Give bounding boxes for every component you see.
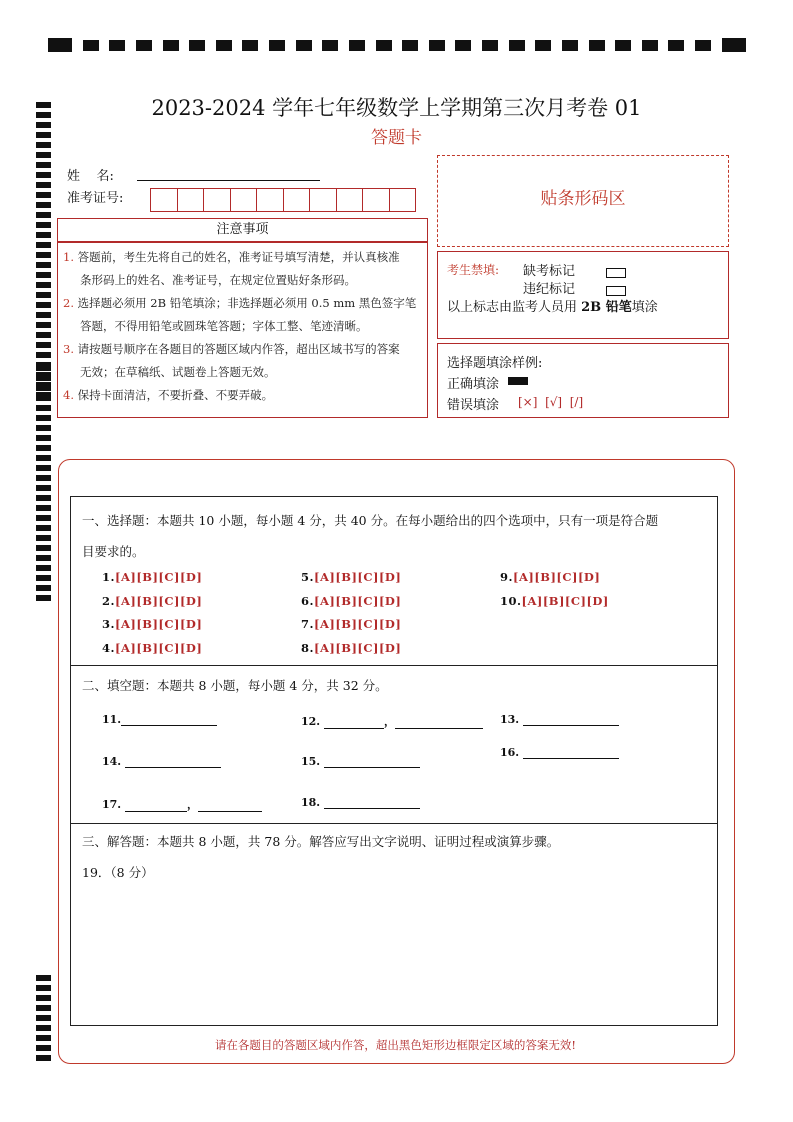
fill-blank-14[interactable]: 14. bbox=[102, 755, 221, 768]
forbidden-label: 考生禁填: bbox=[447, 263, 500, 277]
wrong-fill-marks: [×] [√] [/] bbox=[518, 395, 584, 409]
exam-id-label: 准考证号: bbox=[67, 191, 124, 206]
id-cell[interactable] bbox=[310, 188, 337, 212]
fill-sample-box bbox=[437, 343, 729, 418]
question-19-answer-area[interactable] bbox=[80, 885, 710, 1015]
id-cell[interactable] bbox=[204, 188, 231, 212]
mc-question-10[interactable]: 10.[A][B][C][D] bbox=[500, 594, 609, 608]
section2-instruction: 二、填空题：本题共 8 小题，每小题 4 分，共 32 分。 bbox=[82, 678, 388, 693]
side-timing-marks-bottom bbox=[36, 975, 51, 1065]
notice-heading: 注意事项 bbox=[57, 218, 428, 242]
id-cell[interactable] bbox=[231, 188, 258, 212]
examinee-forbidden-box bbox=[437, 251, 729, 339]
id-cell[interactable] bbox=[363, 188, 390, 212]
notice-item: 2. 选择题必须用 2B 铅笔填涂；非选择题必须用 0.5 mm 黑色签字笔 bbox=[63, 296, 417, 310]
correct-fill-mark bbox=[508, 377, 528, 385]
notice-item-cont: 无效；在草稿纸、试题卷上答题无效。 bbox=[80, 365, 276, 379]
mc-question-4[interactable]: 4.[A][B][C][D] bbox=[102, 641, 203, 655]
name-field[interactable] bbox=[137, 180, 320, 181]
mc-question-1[interactable]: 1.[A][B][C][D] bbox=[102, 570, 203, 584]
wrong-fill-label: 错误填涂 bbox=[447, 398, 500, 413]
fill-blank-17[interactable]: 17. ， bbox=[102, 796, 262, 812]
section1-instruction-cont: 目要求的。 bbox=[82, 544, 145, 559]
fill-blank-13[interactable]: 13. bbox=[500, 713, 619, 726]
page-subtitle: 答题卡 bbox=[371, 128, 422, 148]
fill-blank-12[interactable]: 12. ， bbox=[301, 713, 483, 729]
exam-id-cells[interactable] bbox=[150, 188, 416, 212]
footer-warning: 请在各题目的答题区域内作答，超出黑色矩形边框限定区域的答案无效! bbox=[214, 1038, 577, 1052]
notice-item-cont: 答题，不得用铅笔或圆珠笔答题；字体工整、笔迹清晰。 bbox=[80, 319, 368, 333]
mc-question-2[interactable]: 2.[A][B][C][D] bbox=[102, 594, 203, 608]
barcode-area: 贴条形码区 bbox=[437, 155, 729, 247]
mc-question-3[interactable]: 3.[A][B][C][D] bbox=[102, 617, 203, 631]
page-title: 2023-2024 学年七年级数学上学期第三次月考卷 01 bbox=[151, 96, 642, 120]
name-label: 姓 名: bbox=[67, 169, 114, 184]
notice-item: 4. 保持卡面清洁，不要折叠、不要弄破。 bbox=[63, 388, 274, 402]
id-cell[interactable] bbox=[390, 188, 417, 212]
top-timing-marks bbox=[48, 38, 746, 52]
notice-item: 1. 答题前，考生先将自己的姓名，准考证号填写清楚，并认真核准 bbox=[63, 250, 400, 264]
section1-instruction: 一、选择题：本题共 10 小题，每小题 4 分，共 40 分。在每小题给出的四个选项中，只有一项是符合题 bbox=[82, 513, 659, 528]
mc-question-5[interactable]: 5.[A][B][C][D] bbox=[301, 570, 402, 584]
side-timing-marks-middle bbox=[36, 365, 51, 605]
fill-blank-11[interactable]: 11. bbox=[102, 713, 217, 726]
id-cell[interactable] bbox=[257, 188, 284, 212]
mc-question-9[interactable]: 9.[A][B][C][D] bbox=[500, 570, 601, 584]
section3-instruction: 三、解答题：本题共 8 小题，共 78 分。解答应写出文字说明、证明过程或演算步骤。 bbox=[82, 834, 560, 849]
id-cell[interactable] bbox=[150, 188, 178, 212]
notice-box bbox=[57, 242, 428, 418]
absent-mark-box[interactable] bbox=[606, 262, 626, 281]
section-divider bbox=[70, 665, 717, 666]
fill-sample-label: 选择题填涂样例: bbox=[447, 356, 543, 371]
id-cell[interactable] bbox=[284, 188, 311, 212]
notice-item: 3. 请按题号顺序在各题目的答题区域内作答，超出区域书写的答案 bbox=[63, 342, 400, 356]
section-divider bbox=[70, 823, 717, 824]
fill-blank-18[interactable]: 18. bbox=[301, 796, 420, 809]
forbidden-note: 以上标志由监考人员用 2B 铅笔填涂 bbox=[447, 300, 658, 315]
question-19-label: 19．（8 分） bbox=[82, 865, 154, 880]
notice-item-cont: 条形码上的姓名、准考证号，在规定位置贴好条形码。 bbox=[80, 273, 356, 287]
fill-blank-16[interactable]: 16. bbox=[500, 746, 619, 759]
correct-fill-label: 正确填涂 bbox=[447, 377, 500, 392]
id-cell[interactable] bbox=[178, 188, 205, 212]
violation-mark-label: 违纪标记 bbox=[523, 282, 576, 297]
mc-question-7[interactable]: 7.[A][B][C][D] bbox=[301, 617, 402, 631]
fill-blank-15[interactable]: 15. bbox=[301, 755, 420, 768]
id-cell[interactable] bbox=[337, 188, 364, 212]
mc-question-8[interactable]: 8.[A][B][C][D] bbox=[301, 641, 402, 655]
mc-question-6[interactable]: 6.[A][B][C][D] bbox=[301, 594, 402, 608]
absent-mark-label: 缺考标记 bbox=[523, 264, 576, 279]
